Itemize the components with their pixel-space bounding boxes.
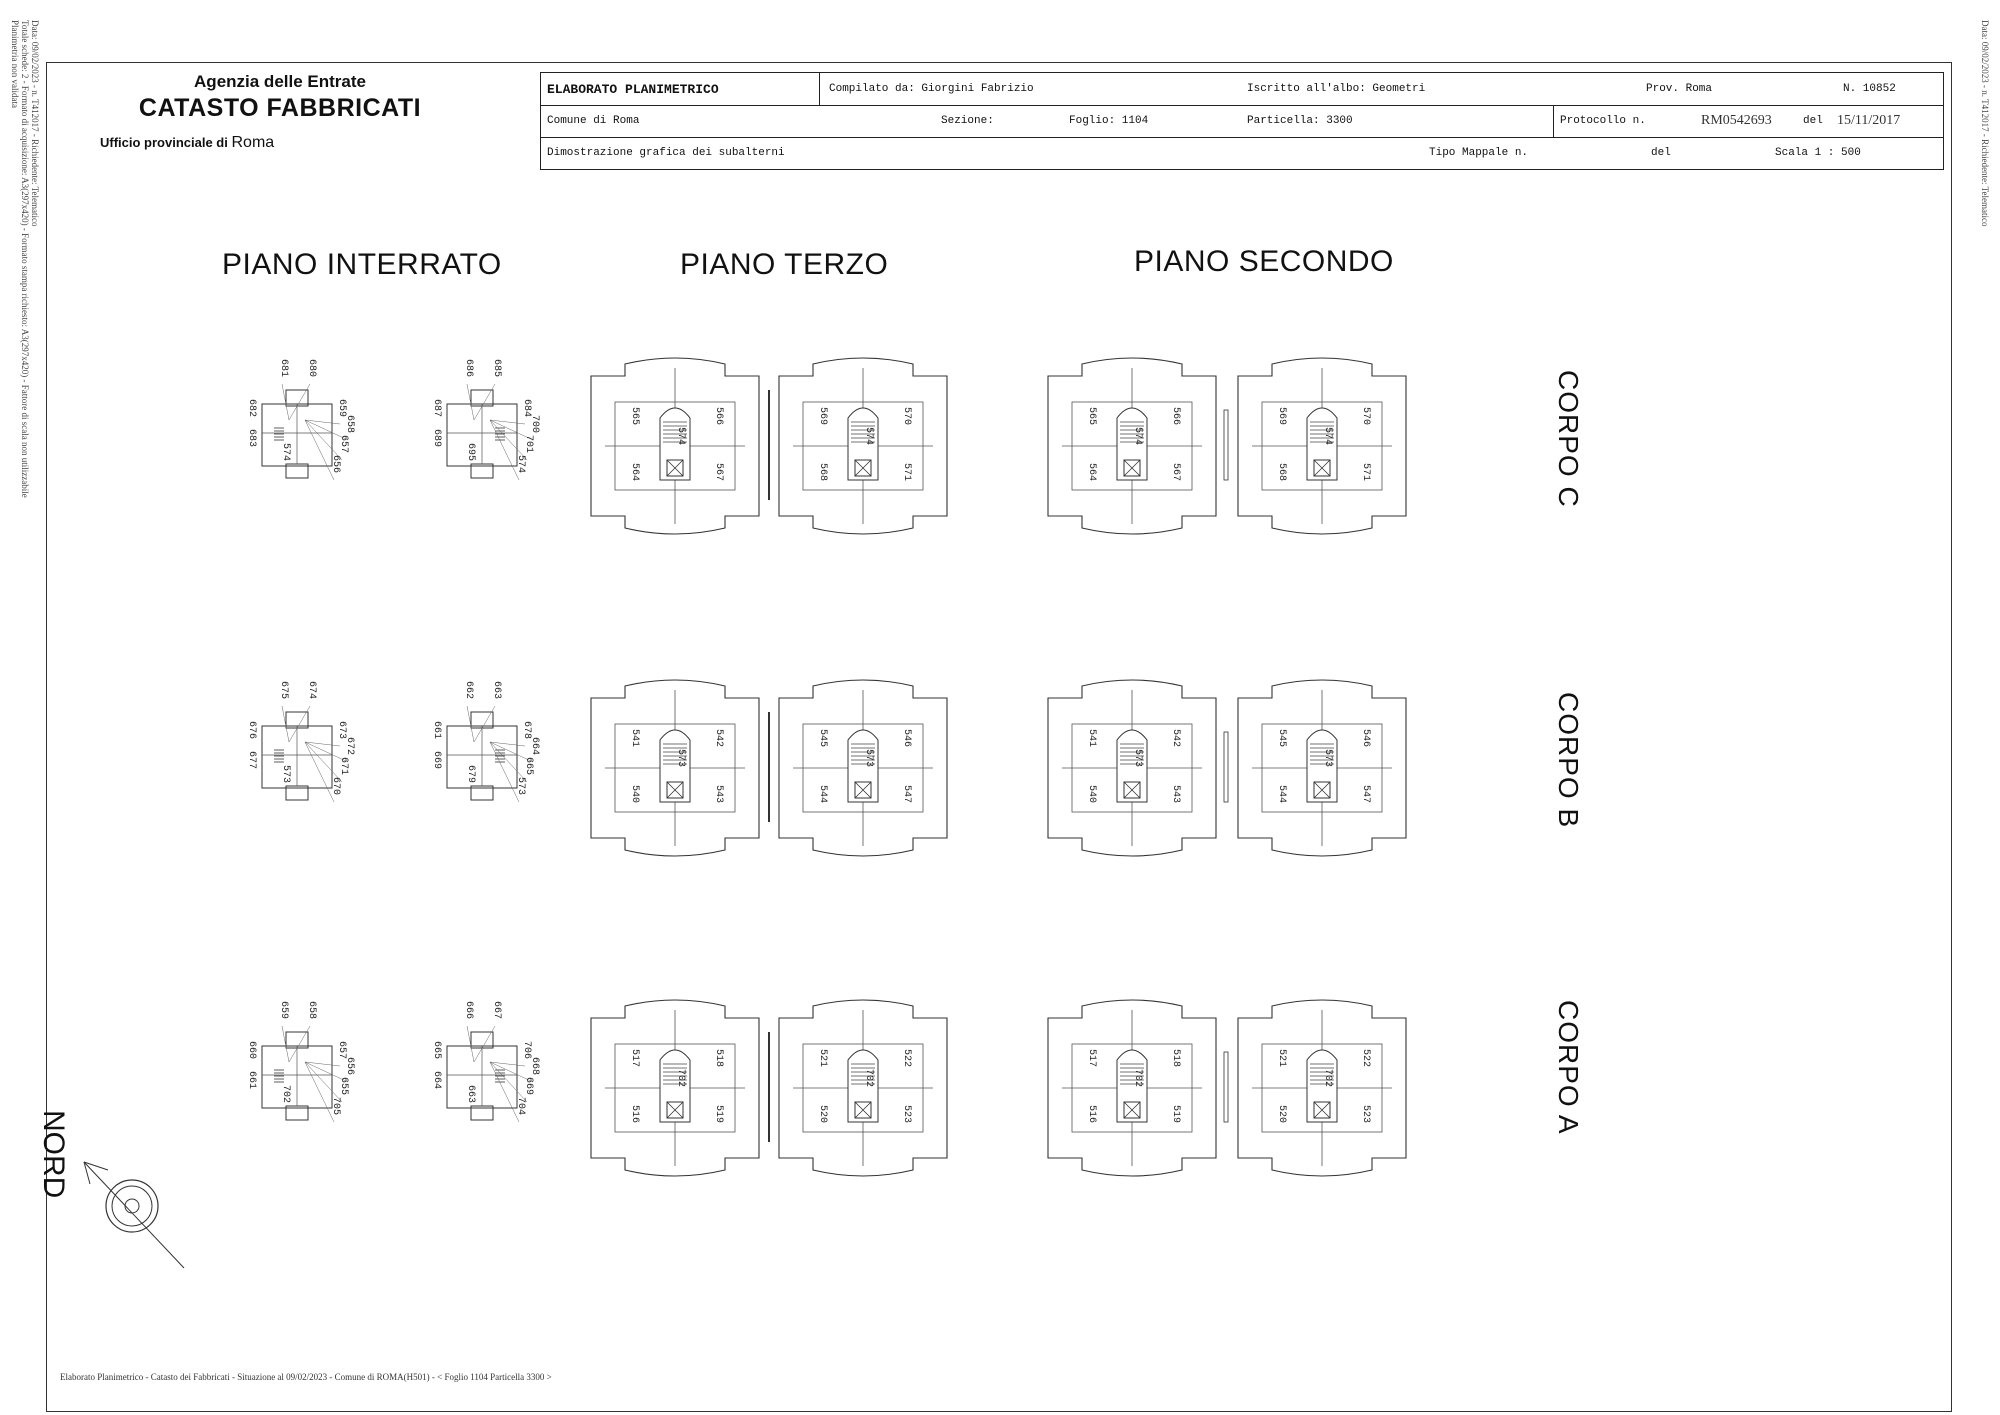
basement-label: 574 bbox=[515, 454, 526, 474]
unit-label: 545 bbox=[817, 728, 828, 748]
dimostrazione: Dimostrazione grafica dei subalterni bbox=[547, 146, 785, 159]
ufficio-city: Roma bbox=[231, 134, 275, 151]
basement-label: 675 bbox=[278, 680, 289, 700]
unit-label: 574 bbox=[863, 426, 874, 446]
protocollo-label: Protocollo n. bbox=[1553, 105, 1646, 137]
unit-label: 573 bbox=[675, 748, 686, 768]
unit-label: 566 bbox=[1170, 406, 1181, 426]
basement-label: 706 bbox=[521, 1040, 532, 1060]
basement-label: 656 bbox=[330, 454, 341, 474]
unit-label: 574 bbox=[675, 426, 686, 446]
tipo-mappale-del: del bbox=[1651, 146, 1671, 159]
unit-label: 523 bbox=[1360, 1104, 1371, 1124]
tipo-mappale: Tipo Mappale n. bbox=[1429, 146, 1529, 159]
ufficio-prefix: Ufficio provinciale di bbox=[100, 135, 228, 150]
unit-label: 569 bbox=[817, 406, 828, 426]
leader-line bbox=[305, 1062, 334, 1122]
basement-label: 682 bbox=[246, 398, 257, 418]
unit-label: 521 bbox=[1276, 1048, 1287, 1068]
basement-label: 681 bbox=[278, 358, 289, 378]
leader-line bbox=[490, 742, 519, 802]
heading-piano-terzo: PIANO TERZO bbox=[680, 248, 889, 281]
basement-label: 667 bbox=[491, 1000, 502, 1020]
heading-piano-interrato: PIANO INTERRATO bbox=[222, 248, 502, 281]
basement-label: 704 bbox=[515, 1096, 526, 1116]
leader-line bbox=[490, 1062, 525, 1066]
unit-label: 565 bbox=[629, 406, 640, 426]
unit-label: 547 bbox=[1360, 784, 1371, 804]
unit-label: 542 bbox=[713, 728, 724, 748]
leader-line bbox=[490, 420, 519, 480]
foglio: Foglio: 1104 bbox=[1069, 115, 1149, 127]
basement-label: 669 bbox=[431, 750, 442, 770]
unit-label: 567 bbox=[713, 462, 724, 482]
basement-label: 679 bbox=[465, 764, 476, 784]
unit-label: 543 bbox=[713, 784, 724, 804]
unit-label: 571 bbox=[1360, 462, 1371, 482]
unit-label: 522 bbox=[901, 1048, 912, 1068]
basement-label: 674 bbox=[306, 680, 317, 700]
unit-label: 520 bbox=[817, 1104, 828, 1124]
leader-line bbox=[467, 706, 474, 742]
basement-label: 705 bbox=[330, 1096, 341, 1116]
basement-label: 680 bbox=[306, 358, 317, 378]
unit-label: 523 bbox=[901, 1104, 912, 1124]
right-margin-text: Data: 09/02/2023 - n. T412017 - Richiedente: Telematico bbox=[1980, 20, 1990, 227]
basement-label: 665 bbox=[431, 1040, 442, 1060]
corpo-row-2 bbox=[246, 1000, 1406, 1176]
unit-label: 544 bbox=[817, 784, 828, 804]
basement-label: 663 bbox=[465, 1084, 476, 1104]
leader-line bbox=[474, 1026, 495, 1062]
agency-name: Agenzia delle Entrate bbox=[194, 72, 366, 91]
basement-label: 673 bbox=[336, 720, 347, 740]
protocollo-del: del bbox=[1803, 115, 1823, 127]
unit-label: 573 bbox=[1322, 748, 1333, 768]
unit-label: 518 bbox=[713, 1048, 724, 1068]
leader-line bbox=[282, 384, 289, 420]
basement-label: 686 bbox=[463, 358, 474, 378]
unit-label: 516 bbox=[629, 1104, 640, 1124]
joint-line bbox=[1224, 410, 1228, 480]
sezione: Sezione: bbox=[941, 115, 994, 127]
basement-label: 676 bbox=[246, 720, 257, 740]
basement-label: 662 bbox=[463, 680, 474, 700]
unit-label: 702 bbox=[863, 1068, 874, 1088]
iscritto: Iscritto all'albo: Geometri bbox=[1247, 83, 1426, 95]
leader-line bbox=[305, 420, 340, 424]
unit-label: 545 bbox=[1276, 728, 1287, 748]
unit-label: 521 bbox=[817, 1048, 828, 1068]
basement-label: 701 bbox=[523, 434, 534, 454]
basement-label: 573 bbox=[280, 764, 291, 784]
basement-label: 669 bbox=[523, 1076, 534, 1096]
basement-label: 672 bbox=[344, 736, 355, 756]
basement-label: 661 bbox=[431, 720, 442, 740]
footer-caption: Elaborato Planimetrico - Catasto dei Fabbricati - Situazione al 09/02/2023 - Comune di ROMA(H501) - < Foglio 1104 Particella 3300 > bbox=[60, 1372, 552, 1382]
leader-line bbox=[305, 742, 334, 802]
leader-line bbox=[289, 706, 310, 742]
basement-label: 659 bbox=[336, 398, 347, 418]
label-corpo-b: CORPO B bbox=[1553, 692, 1584, 829]
unit-label: 547 bbox=[901, 784, 912, 804]
unit-label: 566 bbox=[713, 406, 724, 426]
heading-piano-secondo: PIANO SECONDO bbox=[1134, 245, 1394, 278]
unit-label: 565 bbox=[1086, 406, 1097, 426]
leader-line bbox=[282, 1026, 289, 1062]
unit-label: 518 bbox=[1170, 1048, 1181, 1068]
unit-label: 702 bbox=[675, 1068, 686, 1088]
unit-label: 516 bbox=[1086, 1104, 1097, 1124]
unit-label: 520 bbox=[1276, 1104, 1287, 1124]
basement-label: 573 bbox=[515, 776, 526, 796]
unit-label: 573 bbox=[1132, 748, 1143, 768]
unit-label: 519 bbox=[713, 1104, 724, 1124]
compilato: Compilato da: Giorgini Fabrizio bbox=[829, 83, 1034, 95]
unit-label: 571 bbox=[901, 462, 912, 482]
left-margin-text-1: Data: 09/02/2023 - n. T412017 - Richiedente: Telematico bbox=[30, 20, 40, 227]
basement-label: 700 bbox=[529, 414, 540, 434]
unit-label: 546 bbox=[901, 728, 912, 748]
unit-label: 574 bbox=[1132, 426, 1143, 446]
protocollo-number: RM0542693 bbox=[1701, 113, 1772, 128]
unit-label: 543 bbox=[1170, 784, 1181, 804]
unit-label: 574 bbox=[1322, 426, 1333, 446]
basement-label: 687 bbox=[431, 398, 442, 418]
nord-label: NORD bbox=[37, 1110, 70, 1199]
basement-label: 677 bbox=[246, 750, 257, 770]
leader-line bbox=[490, 742, 525, 746]
label-corpo-c: CORPO C bbox=[1553, 370, 1584, 508]
basement-label: 659 bbox=[278, 1000, 289, 1020]
label-corpo-a: CORPO A bbox=[1553, 1000, 1584, 1135]
basement-label: 668 bbox=[529, 1056, 540, 1076]
joint-line bbox=[1224, 1052, 1228, 1122]
basement-label: 655 bbox=[338, 1076, 349, 1096]
basement-label: 664 bbox=[431, 1070, 442, 1090]
unit-label: 573 bbox=[863, 748, 874, 768]
corpo-row-1 bbox=[246, 680, 1406, 856]
leader-line bbox=[289, 384, 310, 420]
basement-label: 683 bbox=[246, 428, 257, 448]
leader-line bbox=[467, 384, 474, 420]
protocollo-date: 15/11/2017 bbox=[1837, 113, 1901, 128]
unit-label: 517 bbox=[1086, 1048, 1097, 1068]
leader-line bbox=[474, 706, 495, 742]
unit-label: 702 bbox=[1322, 1068, 1333, 1088]
leader-line bbox=[305, 420, 334, 480]
elaborato-label: ELABORATO PLANIMETRICO bbox=[541, 73, 820, 105]
unit-label: 540 bbox=[1086, 784, 1097, 804]
unit-label: 568 bbox=[817, 462, 828, 482]
catasto-title: CATASTO FABBRICATI bbox=[138, 94, 422, 122]
basement-label: 702 bbox=[280, 1084, 291, 1104]
unit-label: 519 bbox=[1170, 1104, 1181, 1124]
basement-label: 689 bbox=[431, 428, 442, 448]
basement-label: 657 bbox=[338, 434, 349, 454]
basement-label: 671 bbox=[338, 756, 349, 776]
unit-label: 546 bbox=[1360, 728, 1371, 748]
unit-label: 544 bbox=[1276, 784, 1287, 804]
basement-label: 657 bbox=[336, 1040, 347, 1060]
leader-line bbox=[305, 1062, 340, 1066]
leader-line bbox=[490, 420, 525, 424]
unit-label: 540 bbox=[629, 784, 640, 804]
unit-label: 541 bbox=[629, 728, 640, 748]
unit-label: 541 bbox=[1086, 728, 1097, 748]
comune: Comune di Roma bbox=[547, 115, 640, 127]
leader-line bbox=[467, 1026, 474, 1062]
basement-label: 661 bbox=[246, 1070, 257, 1090]
leader-line bbox=[305, 742, 340, 746]
basement-label: 665 bbox=[523, 756, 534, 776]
unit-label: 568 bbox=[1276, 462, 1287, 482]
north-arrow-icon bbox=[62, 1140, 192, 1270]
basement-label: 684 bbox=[521, 398, 532, 418]
leader-line bbox=[289, 1026, 310, 1062]
unit-label: 542 bbox=[1170, 728, 1181, 748]
left-margin-text-2: Totale schede: 2 - Formato di acquisizione: A3(297x420) - Formato stampa richiesto: A3(297x420) - Fattore di scala non utilizzabile bbox=[20, 20, 30, 498]
basement-label: 685 bbox=[491, 358, 502, 378]
leader-line bbox=[282, 706, 289, 742]
numero: N. 10852 bbox=[1843, 83, 1896, 95]
unit-label: 564 bbox=[629, 462, 640, 482]
provincia: Prov. Roma bbox=[1646, 83, 1713, 95]
joint-line bbox=[1224, 732, 1228, 802]
unit-label: 522 bbox=[1360, 1048, 1371, 1068]
leader-line bbox=[474, 384, 495, 420]
unit-label: 702 bbox=[1132, 1068, 1143, 1088]
particella: Particella: 3300 bbox=[1247, 115, 1353, 127]
unit-label: 564 bbox=[1086, 462, 1097, 482]
basement-label: 660 bbox=[246, 1040, 257, 1060]
basement-label: 574 bbox=[280, 442, 291, 462]
unit-label: 517 bbox=[629, 1048, 640, 1068]
left-margin-text-3: Planimetria non validata bbox=[10, 20, 20, 108]
basement-label: 658 bbox=[344, 414, 355, 434]
unit-label: 570 bbox=[901, 406, 912, 426]
basement-label: 678 bbox=[521, 720, 532, 740]
scala: Scala 1 : 500 bbox=[1775, 146, 1861, 159]
basement-label: 663 bbox=[491, 680, 502, 700]
basement-label: 695 bbox=[465, 442, 476, 462]
unit-label: 567 bbox=[1170, 462, 1181, 482]
basement-label: 658 bbox=[306, 1000, 317, 1020]
corpo-row-0 bbox=[246, 358, 1406, 534]
unit-label: 570 bbox=[1360, 406, 1371, 426]
leader-line bbox=[490, 1062, 519, 1122]
unit-label: 569 bbox=[1276, 406, 1287, 426]
basement-label: 664 bbox=[529, 736, 540, 756]
basement-label: 666 bbox=[463, 1000, 474, 1020]
basement-label: 670 bbox=[330, 776, 341, 796]
basement-label: 656 bbox=[344, 1056, 355, 1076]
